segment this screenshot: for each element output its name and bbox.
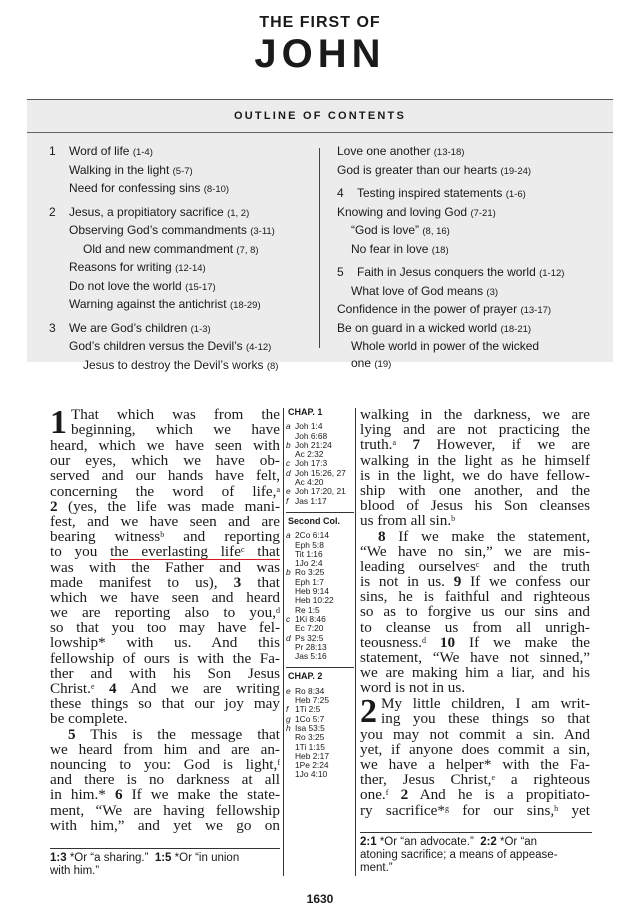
verse-number: 4	[109, 681, 117, 697]
cross-reference-text: Ac 4:20	[295, 477, 324, 488]
text-line: we are reporting also to you,$^d$	[50, 605, 280, 621]
text-line: My little children, I am writ-	[381, 695, 590, 711]
text-line: served and our hands have felt,	[50, 468, 280, 484]
outline-item	[49, 162, 278, 181]
footnote-continued: atoning sacrifice; a means of appease-	[360, 849, 558, 861]
footnote: 1:3 *Or “a sharing.” 1:5 *Or “in union	[50, 852, 240, 864]
text-line: bearing witness$^b$ and reporting	[50, 529, 280, 545]
text-line: beginning, which we have	[71, 422, 280, 438]
text-line: which we have seen and heard	[50, 589, 280, 606]
outline-item	[49, 320, 278, 339]
book-title: JOHN	[254, 32, 386, 76]
verse-number: 3	[233, 574, 242, 590]
outline-item-text: “God is love”	[351, 223, 420, 237]
cross-reference-letter: a	[286, 530, 291, 541]
verse-number: 10	[439, 634, 456, 651]
text-line: ther, Jesus Christ,$^e$ a righteous	[360, 772, 590, 788]
outline-section-number: 5	[337, 265, 344, 279]
outline-item-text: Faith in Jesus conquers the world	[357, 265, 536, 279]
outline-section-number: 4	[337, 186, 344, 200]
outline-item-text: Warning against the antichrist	[69, 297, 227, 311]
cross-reference-text: 1Co 5:7	[295, 713, 325, 724]
outline-item-ref: (4-12)	[245, 342, 272, 353]
text-line: lowship* with us. And this	[50, 635, 280, 651]
text-line: heard, which we have seen with	[50, 438, 280, 454]
cross-reference	[286, 652, 354, 661]
text-line: be complete.	[50, 710, 128, 728]
text-line: ry sacrifice*$^g$ for our sins,$^h$ yet	[360, 802, 590, 818]
outline-item	[49, 357, 278, 376]
cross-reference-text: Tit 1:16	[295, 548, 323, 559]
text-line: yet, if anyone does commit a sin,	[360, 741, 590, 757]
cross-reference-text: Eph 5:8	[295, 539, 324, 550]
cross-reference-text: 2Co 6:14	[295, 530, 329, 541]
outline-item-ref: (1, 2)	[227, 207, 250, 219]
outline-item	[337, 338, 564, 355]
cross-reference-letter: c	[286, 458, 291, 469]
text-line: we have a helper* with the Fa-	[360, 756, 590, 773]
outline-item-ref: (13-17)	[520, 305, 552, 316]
cross-reference-text: Joh 15:26, 27	[295, 467, 346, 478]
cross-reference-text: Ro 8:34	[295, 685, 325, 696]
text-line: teousness.$^d$ 10 If we make the	[360, 634, 590, 651]
text-line: ship with one another, and the	[360, 482, 590, 499]
outline-item	[337, 241, 564, 260]
underlined-text: the everlasting life$^c$ that	[110, 544, 280, 560]
text-line: walking in the darkness, we are	[360, 407, 590, 423]
cross-reference-column	[286, 408, 354, 780]
outline-item-text: Jesus, a propitiatory sacrifice	[69, 204, 224, 219]
outline-item-ref: (8-10)	[203, 184, 230, 195]
cross-reference-text: 1Ti 2:5	[295, 704, 321, 715]
cross-reference-text: Heb 7:25	[295, 695, 329, 706]
outline-item-ref: (1-6)	[505, 189, 526, 200]
cross-reference-text: 1Jo 4:10	[295, 769, 328, 780]
text-line: our eyes, which we have ob-	[50, 453, 280, 469]
cross-reference-letter: e	[286, 685, 291, 696]
outline-item	[337, 185, 564, 204]
outline-left-list	[49, 143, 278, 375]
cross-reference-letter: d	[286, 632, 291, 643]
chapter-number-1: 1	[50, 404, 67, 441]
cross-reference-letter: d	[286, 467, 291, 478]
outline-item	[49, 278, 278, 297]
cross-reference-text: Ec 7:20	[295, 623, 324, 634]
verse-number: 7	[412, 437, 421, 453]
chapter-2-heading: CHAP. 2	[288, 671, 323, 682]
outline-item-ref: (12-14)	[175, 263, 206, 274]
cross-reference-text: Joh 6:68	[295, 430, 328, 441]
verse-number: 5	[68, 726, 76, 742]
outline-item-text: God’s children versus the Devil’s	[69, 339, 243, 353]
text-line: ment, “We are having fellowship	[50, 802, 280, 818]
cross-reference-text: Ro 3:25	[295, 732, 325, 743]
outline-section-number: 3	[49, 320, 56, 335]
outline-item	[49, 241, 278, 260]
text-line: lying and are not practicing the	[360, 422, 590, 438]
separator	[286, 512, 354, 513]
cross-reference-text: Joh 17:3	[295, 458, 328, 469]
outline-item-ref: (13-18)	[433, 147, 465, 158]
verse-number: 8	[378, 528, 386, 544]
outline-item	[337, 301, 564, 320]
outline-item-text: Whole world in power of the wicked	[351, 339, 540, 353]
text-line: with him,” and yet we go on	[50, 817, 280, 833]
cross-reference-text: Ro 3:25	[295, 567, 325, 578]
outline-item	[49, 259, 278, 278]
outline-item-ref: (3)	[486, 286, 499, 298]
cross-reference-letter: h	[286, 722, 291, 733]
outline-item-text: Jesus to destroy the Devil’s works	[83, 357, 264, 372]
outline-item-ref: (18)	[431, 244, 449, 256]
text-line: That which was from the	[71, 407, 280, 423]
outline-item	[337, 162, 564, 181]
footnotes-right	[360, 832, 592, 875]
cross-reference	[286, 770, 354, 779]
cross-reference-text: Jas 5:16	[295, 651, 327, 662]
outline-item-text: Testing inspired statements	[357, 186, 503, 200]
outline-item-ref: (3-11)	[250, 226, 275, 237]
cross-reference-text: Joh 21:24	[295, 439, 332, 450]
cross-reference-text: Heb 10:22	[295, 595, 334, 606]
text-line: 5 This is the message that	[68, 726, 280, 742]
footnote-continued: ment.”	[360, 862, 393, 874]
outline-item	[49, 222, 278, 241]
separator	[286, 667, 354, 668]
text-line: to you the everlasting life$^c$ that	[50, 544, 280, 560]
outline-section-number: 1	[49, 144, 56, 158]
outline-item-ref: (1-4)	[132, 147, 153, 158]
chapter-1-heading: CHAP. 1	[288, 407, 323, 417]
underlined-text: with him,”	[50, 817, 125, 833]
outline-item-ref: (19-24)	[500, 165, 532, 177]
text-column-left	[50, 404, 280, 833]
text-line: leading ourselves$^c$ and the truth	[360, 558, 590, 575]
text-line: concerning the word of life,$^a$	[50, 483, 280, 499]
text-line: us from all sin.$^b$	[360, 512, 456, 530]
text-line: so as to forgive us our sins and	[360, 604, 590, 620]
underlined-text: made manifest to us),	[50, 574, 218, 590]
outline-item-ref: (18-29)	[229, 300, 261, 311]
cross-reference-letter: a	[286, 421, 291, 432]
outline-item	[337, 222, 564, 241]
text-line: sins, he is faithful and righteous	[360, 589, 590, 605]
text-line: is not in us. 9 If we confess our	[360, 574, 590, 590]
cross-reference-text: Ps 32:5	[295, 632, 324, 643]
text-line: made manifest to us), 3 that	[50, 574, 280, 590]
cross-reference-text: Jas 1:17	[295, 495, 327, 506]
cross-reference-text: 1Ki 8:46	[295, 613, 326, 624]
outline-item-ref: (15-17)	[185, 281, 216, 293]
outline-item-text: Knowing and loving God	[337, 204, 468, 219]
text-line: word is not in us.	[360, 679, 466, 697]
outline-item-text: No fear in love	[351, 241, 429, 256]
cross-reference-text: 1Ti 1:15	[295, 741, 325, 752]
outline-item	[337, 143, 564, 162]
text-line: is in the light, we do have fellow-	[360, 467, 590, 483]
text-line: in him.* 6 If we make the state-	[50, 787, 280, 803]
outline-item-text: Need for confessing sins	[69, 181, 201, 195]
outline-item	[337, 283, 564, 302]
cross-reference-letter: g	[286, 713, 291, 724]
verse-number: 6	[114, 787, 123, 803]
outline-item-text: Old and new commandment	[83, 241, 234, 256]
footnote: 2:1 *Or “an advocate.” 2:2 *Or “an	[360, 836, 538, 848]
cross-reference-text: Isa 53:5	[295, 722, 325, 733]
outline-section-number: 2	[49, 204, 56, 219]
outline-item-text: one	[351, 355, 372, 370]
outline-item-text: Reasons for writing	[69, 260, 172, 274]
outline-item-ref: (8, 16)	[422, 226, 450, 237]
verse-number: 9	[453, 574, 462, 590]
text-line: we heard from him and are an-	[50, 741, 280, 757]
text-line: so that you too may have fel-	[50, 620, 280, 636]
book-subtitle: THE FIRST OF	[259, 14, 381, 31]
outline-item-text: Love one another	[337, 144, 431, 158]
outline-item	[337, 355, 564, 374]
verse-number: 2	[50, 498, 58, 514]
text-line: ing you these things so that	[381, 710, 590, 726]
chapter-2-refs	[286, 687, 354, 780]
outline-item-text: Confidence in the power of prayer	[337, 302, 518, 316]
outline-item-ref: (7-21)	[470, 207, 496, 219]
outline-item-ref: (5-7)	[172, 165, 193, 177]
second-col-refs	[286, 531, 354, 661]
outline-item-ref: (18-21)	[500, 323, 532, 335]
outline-item-text: Walking in the light	[69, 162, 170, 177]
cross-reference-letter: f	[286, 704, 289, 715]
underlined-text: was with the Father and was	[50, 559, 280, 575]
outline-item-text: God is greater than our hearts	[337, 162, 498, 177]
verse-number: 2	[400, 787, 409, 803]
outline-divider	[319, 148, 320, 348]
outline-item	[49, 204, 278, 223]
outline-heading: OUTLINE OF CONTENTS	[234, 110, 406, 122]
text-line: to cleanse us from all unrigh-	[360, 619, 590, 635]
text-line: these things so that our joy may	[50, 696, 280, 712]
cross-reference-text: Joh 17:20, 21	[295, 486, 346, 497]
text-line: one.$^f$ 2 And he is a propitiato-	[360, 787, 590, 803]
center-column-rule-left	[283, 408, 284, 876]
outline-item-ref: (8)	[266, 360, 279, 372]
text-line: ther and with his Son Jesus	[50, 665, 280, 681]
outline-item	[49, 296, 278, 315]
text-line: blood of Jesus his Son cleanses	[360, 498, 590, 514]
footnotes-left	[50, 848, 280, 878]
text-line: we are making him a liar, and his	[360, 665, 590, 681]
text-line: fellowship of ours is with the Fa-	[50, 650, 280, 666]
cross-reference-letter: b	[286, 567, 291, 578]
outline-item	[337, 204, 564, 223]
text-line: fest, and we have seen and are	[50, 513, 280, 530]
cross-reference-text: Joh 1:4	[295, 421, 323, 432]
cross-reference-text: Re 1:5	[295, 604, 320, 615]
text-line: truth.$^a$ 7 However, if we are	[360, 437, 590, 453]
cross-reference-text: Pr 28:13	[295, 641, 327, 652]
outline-item-text: We are God’s children	[69, 320, 188, 335]
page-number: 1630	[306, 892, 334, 906]
cross-reference	[286, 497, 354, 506]
cross-reference-text: Heb 2:17	[295, 750, 329, 761]
outline-box	[27, 99, 613, 372]
cross-reference-letter: f	[286, 495, 289, 506]
outline-item	[337, 320, 564, 339]
cross-reference-letter: b	[286, 439, 291, 450]
outline-item-ref: (1-12)	[539, 268, 565, 279]
center-column-rule-right	[355, 408, 356, 876]
cross-reference-text: Heb 9:14	[295, 586, 329, 597]
cross-reference-letter: c	[286, 613, 291, 624]
outline-item-text: Word of life	[69, 144, 130, 158]
text-line: walking in the light as he himself	[360, 452, 590, 468]
chapter-number-2: 2	[360, 692, 377, 730]
second-col-heading: Second Col.	[288, 515, 341, 526]
footnote-continued: with him.”	[50, 865, 100, 877]
outline-item	[49, 180, 278, 199]
outline-item	[49, 338, 278, 357]
cross-reference-text: 1Jo 2:4	[295, 558, 323, 569]
text-line: 8 If we make the statement,	[378, 528, 590, 544]
text-line: 2 (yes, the life was made mani-	[50, 498, 280, 514]
text-line	[50, 560, 280, 575]
outline-item	[49, 143, 278, 162]
outline-item-ref: (7, 8)	[236, 244, 259, 256]
cross-reference-text: Ac 2:32	[295, 449, 324, 460]
chapter-1-refs	[286, 422, 354, 506]
outline-right-list	[337, 143, 564, 373]
cross-reference-letter: e	[286, 486, 291, 497]
text-line: statement, “We have not sinned,”	[360, 650, 590, 666]
outline-item-text: Observing God’s commandments	[69, 223, 247, 237]
cross-reference-text: 1Pe 2:24	[295, 760, 329, 771]
outline-item-text: Be on guard in a wicked world	[337, 320, 498, 335]
text-line: and there is no darkness at all	[50, 772, 280, 788]
outline-rule	[27, 132, 613, 133]
text-line: Christ.$^e$ 4 And we are writing	[50, 681, 280, 697]
outline-item-ref: (1-3)	[190, 323, 211, 335]
outline-item-text: Do not love the world	[69, 278, 182, 293]
text-line: “We have no sin,” we are mis-	[360, 543, 590, 559]
cross-reference-text: Eph 1:7	[295, 576, 324, 587]
text-line: you may not commit a sin. And	[360, 726, 590, 742]
text-line: nouncing to you: God is light,$^f$	[50, 756, 280, 773]
outline-item-ref: (19)	[374, 358, 392, 370]
outline-item	[337, 264, 564, 283]
outline-item-text: What love of God means	[351, 283, 484, 298]
text-column-right	[360, 407, 590, 818]
